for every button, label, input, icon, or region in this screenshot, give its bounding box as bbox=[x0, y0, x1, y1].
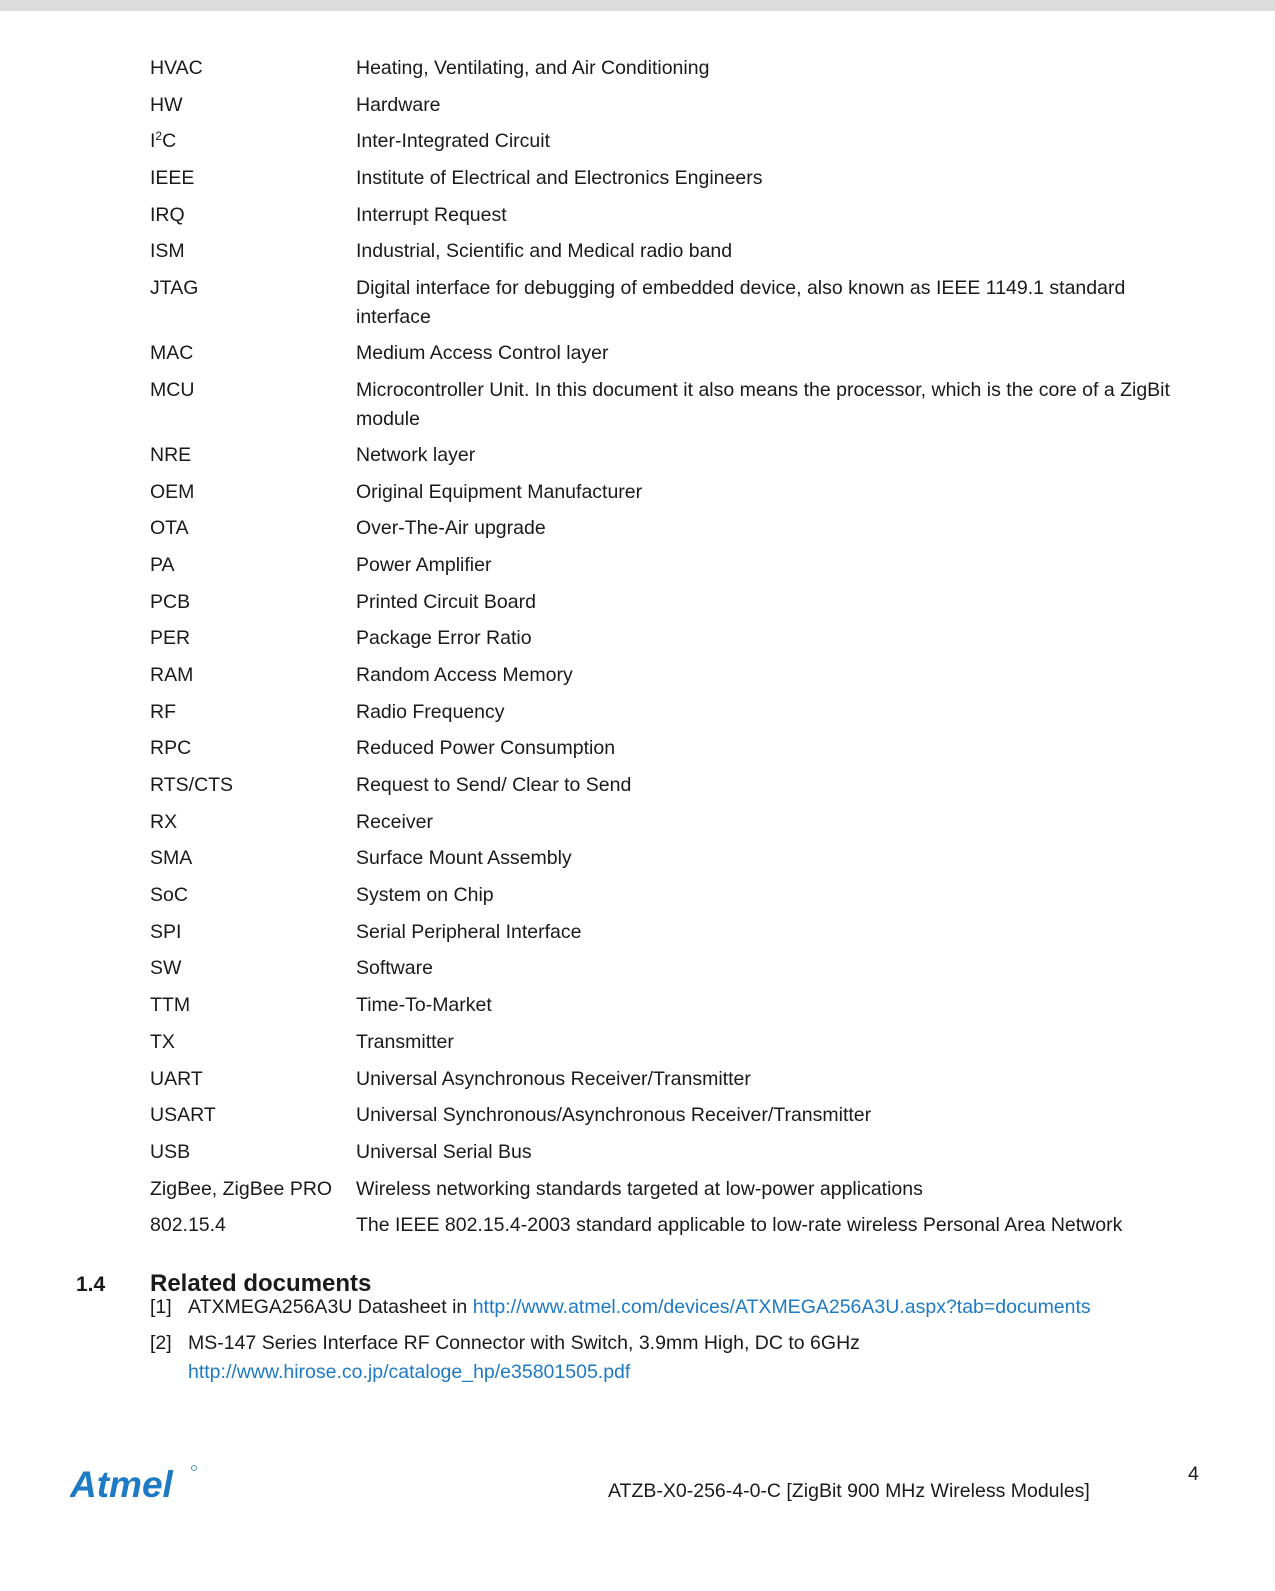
term: IEEE bbox=[150, 167, 195, 190]
definition: Institute of Electrical and Electronics Engineers bbox=[356, 167, 763, 190]
definition: Transmitter bbox=[356, 1030, 454, 1053]
table-row bbox=[150, 201, 1190, 238]
definition: Over-The-Air upgrade bbox=[356, 517, 546, 540]
definition: Heating, Ventilating, and Air Conditioning bbox=[356, 57, 710, 79]
term: OEM bbox=[150, 480, 195, 503]
term: HW bbox=[150, 93, 183, 116]
definition: Microcontroller Unit. In this document it also means the processor, which is the core of a ZigBit module bbox=[356, 378, 1170, 430]
term: OTA bbox=[150, 517, 189, 540]
table-row bbox=[150, 698, 1190, 735]
term-base: I bbox=[150, 130, 156, 153]
table-row bbox=[150, 54, 1190, 91]
table-row bbox=[150, 551, 1190, 588]
term: HVAC bbox=[150, 57, 203, 79]
table-row bbox=[150, 808, 1190, 845]
definition: Time-To-Market bbox=[356, 994, 492, 1017]
table-row bbox=[150, 918, 1190, 955]
table-row bbox=[150, 588, 1190, 625]
reference-text: MS-147 Series Interface RF Connector with Switch, 3.9mm High, DC to 6GHz bbox=[188, 1332, 860, 1354]
term: 802.15.4 bbox=[150, 1214, 226, 1237]
definition: Interrupt Request bbox=[356, 203, 507, 226]
definition: Universal Serial Bus bbox=[356, 1140, 532, 1163]
reference-body bbox=[188, 1329, 860, 1387]
table-row bbox=[150, 1175, 1190, 1212]
term: RPC bbox=[150, 737, 192, 760]
definition: Power Amplifier bbox=[356, 553, 492, 576]
term: RX bbox=[150, 810, 178, 833]
definition: Inter-Integrated Circuit bbox=[356, 130, 551, 153]
term: JTAG bbox=[150, 277, 199, 300]
section-number: 1.4 bbox=[76, 1273, 106, 1296]
definition: Receiver bbox=[356, 810, 433, 833]
table-row bbox=[150, 441, 1190, 478]
definition: Digital interface for debugging of embedded device, also known as IEEE 1149.1 standard interface bbox=[356, 277, 1126, 329]
definition: Radio Frequency bbox=[356, 700, 505, 723]
table-row bbox=[150, 1101, 1190, 1138]
term: MAC bbox=[150, 342, 194, 365]
table-row bbox=[150, 661, 1190, 698]
term: UART bbox=[150, 1067, 203, 1090]
reference-number: [1] bbox=[150, 1296, 172, 1318]
reference-body bbox=[188, 1293, 1091, 1322]
term: SW bbox=[150, 957, 182, 980]
table-row bbox=[150, 991, 1190, 1028]
table-row bbox=[150, 844, 1190, 881]
table-row bbox=[150, 1138, 1190, 1175]
table-row bbox=[150, 91, 1190, 128]
term: PCB bbox=[150, 590, 191, 613]
definition: Serial Peripheral Interface bbox=[356, 920, 582, 943]
table-row bbox=[150, 624, 1190, 661]
definition: System on Chip bbox=[356, 884, 494, 907]
reference-link[interactable]: http://www.hirose.co.jp/cataloge_hp/e35801505.pdf bbox=[188, 1361, 631, 1383]
table-row bbox=[150, 954, 1190, 991]
table-row bbox=[150, 734, 1190, 771]
term: PER bbox=[150, 627, 191, 650]
definition: Hardware bbox=[356, 93, 441, 116]
term: SoC bbox=[150, 884, 188, 907]
table-row bbox=[150, 514, 1190, 551]
definition: Medium Access Control layer bbox=[356, 342, 609, 365]
term-tail: C bbox=[162, 130, 177, 153]
table-row bbox=[150, 274, 1190, 339]
definition: Printed Circuit Board bbox=[356, 590, 536, 613]
footer-title: ATZB-X0-256-4-0-C [ZigBit 900 MHz Wireless Modules] bbox=[608, 1480, 1090, 1502]
reference-link[interactable]: http://www.atmel.com/devices/ATXMEGA256A3U.aspx?tab=documents bbox=[472, 1296, 1091, 1318]
table-row bbox=[150, 771, 1190, 808]
table-row bbox=[150, 881, 1190, 918]
term: RAM bbox=[150, 663, 194, 686]
definition: Surface Mount Assembly bbox=[356, 847, 572, 870]
table-row bbox=[150, 376, 1190, 441]
term: RTS/CTS bbox=[150, 774, 234, 796]
definition: Universal Synchronous/Asynchronous Receiver/Transmitter bbox=[356, 1104, 872, 1127]
definition: Random Access Memory bbox=[356, 663, 573, 686]
reference-number: [2] bbox=[150, 1332, 172, 1354]
table-row bbox=[150, 1028, 1190, 1065]
definition: Universal Asynchronous Receiver/Transmitter bbox=[356, 1067, 751, 1090]
table-row bbox=[150, 1065, 1190, 1102]
atmel-logo bbox=[70, 1462, 198, 1508]
definition: Reduced Power Consumption bbox=[356, 737, 616, 760]
table-row bbox=[150, 1211, 1190, 1248]
term: RF bbox=[150, 700, 176, 723]
term: MCU bbox=[150, 378, 195, 401]
definition: Software bbox=[356, 957, 433, 980]
term: NRE bbox=[150, 443, 192, 466]
top-bar bbox=[0, 0, 1275, 11]
page-number: 4 bbox=[1188, 1463, 1199, 1485]
definition: Package Error Ratio bbox=[356, 627, 532, 650]
definition: Wireless networking standards targeted at low-power applications bbox=[356, 1177, 923, 1200]
term-superscript: 2 bbox=[155, 129, 163, 144]
table-row bbox=[150, 164, 1190, 201]
abbreviations-table bbox=[150, 54, 1190, 1248]
logo-text: Atmel bbox=[70, 1464, 173, 1505]
term: USART bbox=[150, 1104, 216, 1127]
reference-text: ATXMEGA256A3U Datasheet in bbox=[188, 1296, 473, 1318]
registered-mark-icon bbox=[192, 1466, 197, 1471]
term: ISM bbox=[150, 240, 185, 263]
section-title: Related documents bbox=[150, 1270, 372, 1297]
definition: The IEEE 802.15.4-2003 standard applicable to low-rate wireless Personal Area Network bbox=[356, 1214, 1123, 1237]
term: PA bbox=[150, 553, 175, 576]
term: SMA bbox=[150, 847, 193, 870]
definition: Original Equipment Manufacturer bbox=[356, 480, 643, 503]
table-row bbox=[150, 339, 1190, 376]
table-row bbox=[150, 127, 1190, 164]
term: SPI bbox=[150, 920, 182, 943]
table-row bbox=[150, 478, 1190, 515]
term: USB bbox=[150, 1140, 191, 1163]
definition: Industrial, Scientific and Medical radio band bbox=[356, 240, 733, 263]
term bbox=[150, 127, 356, 164]
table-row bbox=[150, 237, 1190, 274]
term: TTM bbox=[150, 994, 191, 1017]
definition: Network layer bbox=[356, 443, 476, 466]
term: TX bbox=[150, 1030, 175, 1053]
definition: Request to Send/ Clear to Send bbox=[356, 774, 632, 796]
term: ZigBee, ZigBee PRO bbox=[150, 1177, 333, 1200]
term: IRQ bbox=[150, 203, 185, 226]
